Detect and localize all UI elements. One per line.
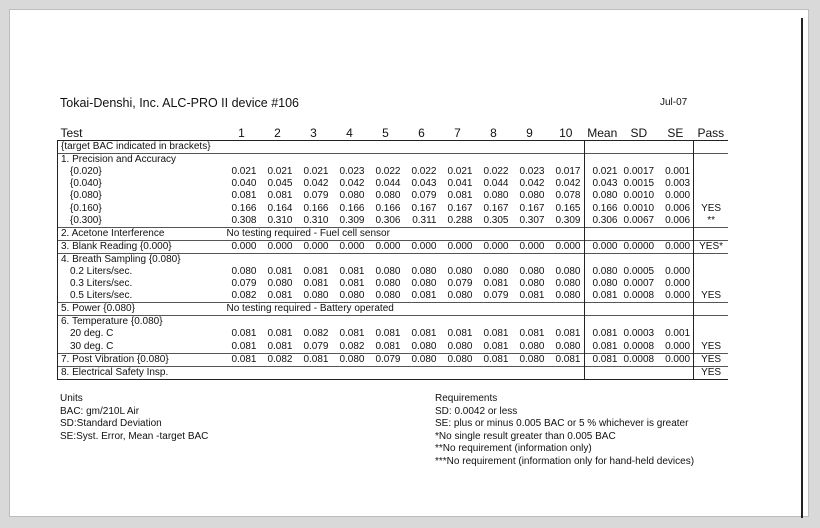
trial-value: 0.000 [404,240,440,253]
table-row [58,266,729,278]
trial-value: 0.040 [231,178,257,190]
table-row [58,190,729,202]
section-label: 4. Breath Sampling {0.080} [58,253,585,266]
pass-value: YES [701,202,722,214]
empty-cell [694,227,729,240]
trial-value: 0.079 [303,190,329,202]
row-label: 0.2 Liters/sec. [58,266,224,278]
pass-value [694,278,729,290]
units-heading: Units [60,393,83,404]
table-row [58,202,729,214]
sd-value: 0.0010 [623,190,655,202]
trial-value: 0.080 [440,353,476,366]
trial-value: 0.080 [339,190,365,202]
mean-value: 0.081 [584,290,621,303]
row-label: {0.300} [58,215,224,228]
trial-value: 0.021 [303,166,329,178]
note-label: {target BAC indicated in brackets} [58,141,585,154]
trial-value: 0.021 [231,166,257,178]
empty-cell [621,154,658,167]
trial-value: 0.081 [267,190,293,202]
trial-value: 0.081 [267,328,293,340]
units-line: SE:Syst. Error, Mean -target BAC [60,430,209,442]
trial-value: 0.079 [231,278,257,290]
trial-value: 0.022 [375,166,401,178]
pass-value [694,178,729,190]
row-label: 3. Blank Reading {0.000} [58,240,224,253]
mean-value: 0.081 [584,353,621,366]
trial-value [260,366,296,379]
empty-cell [621,303,658,316]
trial-value: 0.080 [411,340,437,352]
section-label: 6. Temperature {0.080} [58,316,585,329]
trial-value: 0.081 [447,190,473,202]
se-value: 0.001 [657,328,694,340]
trial-value: 0.000 [224,240,260,253]
table-header-row [58,126,729,141]
trial-value: 0.080 [519,265,545,277]
trial-value: 0.081 [483,340,509,352]
row-label: 2. Acetone Interference [58,227,224,240]
empty-cell [694,154,729,167]
trial-value: 0.081 [411,290,437,302]
column-header: 10 [548,126,585,141]
units-line: BAC: gm/210L Air [60,405,140,417]
sd-value [621,366,658,379]
column-header: 3 [296,126,332,141]
section-row [58,154,729,167]
trial-value: 0.166 [375,202,401,214]
pass-value: YES [694,353,729,366]
trial-value: 0.079 [368,353,404,366]
trial-value: 0.081 [267,290,293,302]
row-label: 7. Post Vibration {0.080} [58,353,224,366]
se-value: 0.000 [657,240,694,253]
row-label: 8. Electrical Safety Insp. [58,366,224,379]
trial-value: 0.080 [519,190,545,202]
trial-value: 0.081 [231,340,257,352]
pass-value [694,266,729,278]
mean-value: 0.043 [584,178,621,190]
section-row [58,316,729,329]
table-row [58,240,729,253]
pass-value: YES* [694,240,729,253]
trial-value: 0.000 [332,240,368,253]
pass-value: ** [707,214,715,226]
empty-cell [584,154,621,167]
units-line: SD:Standard Deviation [60,418,162,429]
trial-value: 0.081 [267,340,293,352]
mean-value: 0.306 [584,215,621,228]
trial-value: 0.079 [447,278,473,290]
trial-value [296,366,332,379]
trial-value: 0.081 [303,278,329,290]
trial-value: 0.080 [512,353,548,366]
empty-cell [621,253,658,266]
text-row [58,303,729,316]
se-value: 0.000 [657,290,694,303]
empty-cell [657,154,694,167]
se-value [657,366,694,379]
trial-value: 0.023 [519,166,545,178]
trial-value: 0.311 [412,214,437,226]
trial-value: 0.080 [447,265,473,277]
trial-value: 0.081 [339,328,365,340]
trial-value: 0.045 [267,178,293,190]
table-row [58,178,729,190]
trial-value: 0.042 [339,178,365,190]
trial-value: 0.164 [267,202,293,214]
text-row [58,227,729,240]
row-label: 5. Power {0.080} [58,303,224,316]
trial-value: 0.080 [404,353,440,366]
trial-value: 0.080 [375,278,401,290]
sd-value: 0.0008 [621,353,658,366]
row-note: No testing required - Battery operated [224,303,585,316]
se-value: 0.000 [657,278,694,290]
trial-value: 0.080 [411,265,437,277]
sd-value: 0.0015 [623,178,655,190]
table-row [58,215,729,228]
trial-value: 0.044 [375,178,401,190]
trial-value: 0.000 [440,240,476,253]
trial-value: 0.080 [267,278,293,290]
trial-value: 0.081 [267,265,293,277]
trial-value: 0.000 [260,240,296,253]
trial-value: 0.081 [303,265,329,277]
sd-value: 0.0005 [623,265,655,277]
se-value: 0.000 [657,353,694,366]
trial-value [404,366,440,379]
se-value: 0.000 [657,190,694,202]
column-header: 6 [404,126,440,141]
mean-value: 0.000 [584,240,621,253]
empty-cell [584,303,621,316]
trial-value: 0.042 [519,178,545,190]
trial-value: 0.080 [519,278,545,290]
document-date: Jul-07 [660,97,688,108]
trial-value: 0.081 [548,353,585,366]
sd-value: 0.0008 [623,290,655,302]
row-label: 20 deg. C [58,328,224,340]
trial-value: 0.022 [483,166,509,178]
trial-value: 0.307 [519,214,545,226]
sd-value: 0.0010 [623,202,655,214]
row-label: 0.3 Liters/sec. [58,278,224,290]
trial-value: 0.081 [483,328,509,340]
row-label: {0.080} [58,190,224,202]
trial-value: 0.167 [447,202,473,214]
trial-value: 0.080 [555,265,581,277]
column-header: 2 [260,126,296,141]
requirements-block [435,393,694,468]
column-header: Test [58,126,224,141]
trial-value: 0.080 [332,353,368,366]
trial-value [224,366,260,379]
trial-value: 0.081 [555,328,581,340]
row-label: {0.020} [58,166,224,178]
se-value: 0.006 [657,215,694,228]
sd-value: 0.0000 [621,240,658,253]
trial-value: 0.306 [375,214,401,226]
empty-cell [694,316,729,329]
trial-value [512,366,548,379]
trial-value: 0.000 [476,240,512,253]
row-label: {0.160} [58,202,224,214]
requirements-heading: Requirements [435,393,498,404]
trial-value: 0.081 [339,265,365,277]
se-value: 0.000 [657,266,694,278]
empty-cell [657,141,694,154]
trial-value: 0.080 [483,265,509,277]
trial-value: 0.081 [519,290,545,302]
empty-cell [657,303,694,316]
trial-value: 0.017 [555,166,581,178]
trial-value: 0.081 [231,328,257,340]
trial-value: 0.000 [548,240,585,253]
trial-value: 0.081 [375,328,401,340]
trial-value: 0.080 [375,190,401,202]
trial-value: 0.309 [555,214,581,226]
trial-value: 0.082 [231,290,257,302]
trial-value: 0.305 [483,214,509,226]
column-header: 9 [512,126,548,141]
column-header: Mean [584,126,621,141]
trial-value: 0.310 [267,214,293,226]
trial-value: 0.081 [519,328,545,340]
scan-edge-line [801,18,803,518]
trial-value: 0.082 [303,328,329,340]
empty-cell [584,227,621,240]
trial-value: 0.021 [267,166,293,178]
mean-value: 0.021 [584,166,621,178]
empty-cell [584,141,621,154]
trial-value: 0.080 [375,265,401,277]
trial-value: 0.079 [483,290,509,302]
column-header: Pass [694,126,729,141]
empty-cell [657,316,694,329]
trial-value: 0.309 [339,214,365,226]
trial-value: 0.000 [296,240,332,253]
results-table [57,126,728,380]
table-row [58,341,729,354]
trial-value: 0.165 [555,202,581,214]
trial-value: 0.082 [260,353,296,366]
trial-value: 0.166 [339,202,365,214]
sd-value: 0.0067 [623,214,655,226]
trial-value: 0.080 [555,340,581,352]
trial-value: 0.080 [339,290,365,302]
section-label: 1. Precision and Accuracy [58,154,585,167]
document-title: Tokai-Denshi, Inc. ALC-PRO II device #106 [60,96,300,110]
requirement-line: *No single result greater than 0.005 BAC [435,430,616,442]
trial-value: 0.167 [483,202,509,214]
mean-value: 0.080 [584,190,621,202]
trial-value: 0.081 [447,328,473,340]
pass-value [694,190,729,202]
trial-value: 0.081 [231,190,257,202]
empty-cell [584,253,621,266]
trial-value: 0.082 [339,340,365,352]
trial-value: 0.042 [303,178,329,190]
trial-value: 0.041 [447,178,473,190]
trial-value: 0.000 [512,240,548,253]
trial-value: 0.166 [303,202,329,214]
trial-value: 0.080 [303,290,329,302]
empty-cell [657,227,694,240]
trial-value: 0.081 [476,353,512,366]
trial-value: 0.081 [375,340,401,352]
trial-value [476,366,512,379]
sd-value: 0.0017 [623,166,655,178]
requirement-line: SD: 0.0042 or less [435,405,518,417]
table-row [58,166,729,178]
trial-value: 0.081 [411,328,437,340]
table-row [58,366,729,379]
units-block [60,393,208,443]
column-header: SE [657,126,694,141]
table-row [58,290,729,303]
trial-value: 0.080 [483,190,509,202]
trial-value [368,366,404,379]
column-header: 1 [224,126,260,141]
pass-value: YES [701,340,722,352]
trial-value: 0.081 [339,278,365,290]
pass-value: YES [694,366,729,379]
empty-cell [694,303,729,316]
trial-value: 0.167 [519,202,545,214]
table-row [58,353,729,366]
pass-value [694,328,729,340]
trial-value: 0.080 [447,340,473,352]
trial-value: 0.080 [375,290,401,302]
sd-value: 0.0008 [623,340,655,352]
empty-cell [657,253,694,266]
trial-value: 0.000 [368,240,404,253]
section-row [58,253,729,266]
trial-value: 0.080 [447,290,473,302]
empty-cell [694,141,729,154]
trial-value: 0.080 [555,278,581,290]
trial-value: 0.081 [483,278,509,290]
column-header: SD [621,126,658,141]
trial-value: 0.043 [411,178,437,190]
column-header: 8 [476,126,512,141]
column-header: 5 [368,126,404,141]
row-label: {0.040} [58,178,224,190]
trial-value: 0.044 [483,178,509,190]
column-header: 7 [440,126,476,141]
trial-value [440,366,476,379]
trial-value: 0.081 [224,353,260,366]
pass-value [694,166,729,178]
sd-value: 0.0003 [623,328,655,340]
requirement-line: ***No requirement (information only for hand-held devices) [435,455,695,467]
trial-value: 0.022 [411,166,437,178]
se-value: 0.003 [657,178,694,190]
empty-cell [621,227,658,240]
trial-value: 0.166 [231,202,257,214]
trial-value: 0.310 [303,214,329,226]
trial-value: 0.081 [296,353,332,366]
trial-value [548,366,585,379]
trial-value: 0.078 [555,190,581,202]
pass-value: YES [701,290,722,302]
table-row [58,328,729,340]
requirement-line: **No requirement (information only) [435,443,592,454]
mean-value: 0.081 [584,341,621,354]
trial-value [332,366,368,379]
se-value: 0.001 [657,166,694,178]
trial-value: 0.080 [411,278,437,290]
mean-value: 0.080 [584,278,621,290]
note-row [58,141,729,154]
se-value: 0.006 [657,202,694,214]
trial-value: 0.288 [447,214,473,226]
empty-cell [621,141,658,154]
table-row [58,278,729,290]
trial-value: 0.080 [231,265,257,277]
trial-value: 0.167 [411,202,437,214]
empty-cell [621,316,658,329]
mean-value: 0.080 [584,266,621,278]
requirement-line: SE: plus or minus 0.005 BAC or 5 % whichever is greater [435,418,689,429]
empty-cell [584,316,621,329]
mean-value: 0.166 [584,202,621,214]
column-header: 4 [332,126,368,141]
mean-value [584,366,621,379]
mean-value: 0.081 [584,328,621,340]
sd-value: 0.0007 [623,278,655,290]
trial-value: 0.079 [303,340,329,352]
trial-value: 0.021 [447,166,473,178]
se-value: 0.000 [657,341,694,354]
row-label: 30 deg. C [58,341,224,354]
trial-value: 0.042 [555,178,581,190]
row-label: 0.5 Liters/sec. [58,290,224,303]
trial-value: 0.308 [231,214,257,226]
trial-value: 0.080 [519,340,545,352]
trial-value: 0.080 [555,290,581,302]
empty-cell [694,253,729,266]
row-note: No testing required - Fuel cell sensor [224,227,585,240]
trial-value: 0.079 [411,190,437,202]
trial-value: 0.023 [339,166,365,178]
